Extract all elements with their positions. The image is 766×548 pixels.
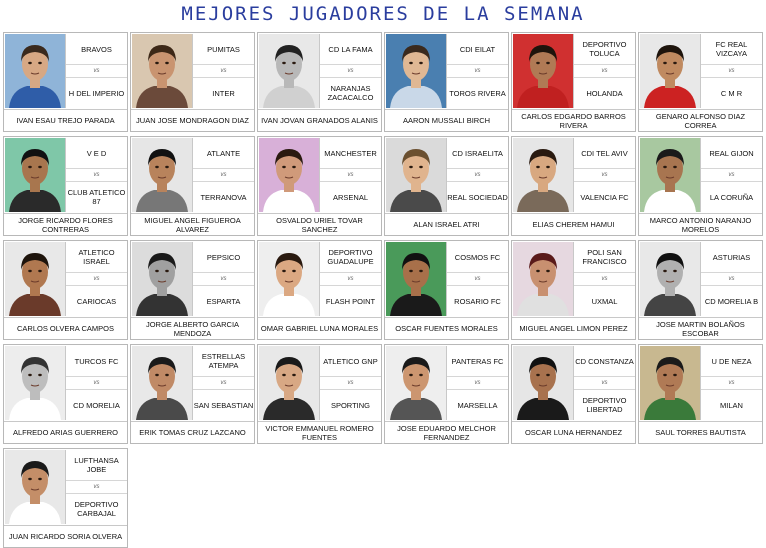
player-photo: [132, 138, 193, 212]
player-photo: [259, 138, 320, 212]
match-teams: [447, 346, 508, 420]
away-team: ESPARTA: [206, 296, 241, 306]
match-teams: [320, 346, 381, 420]
player-photo: [259, 34, 320, 108]
match-teams: [66, 242, 127, 316]
home-team: ATLETICO ISRAEL: [66, 242, 127, 273]
away-team: MILAN: [720, 400, 743, 410]
player-name: JOSE MARTIN BOLAÑOS ESCOBAR: [639, 317, 762, 339]
match-teams: [193, 242, 254, 316]
match-teams: [701, 138, 762, 212]
home-team: FC REAL VIZCAYA: [701, 34, 762, 65]
away-team: DEPORTIVO LIBERTAD: [582, 396, 627, 414]
player-card: [257, 344, 382, 444]
player-card: [257, 240, 382, 340]
match-teams: [701, 346, 762, 420]
player-photo: [386, 242, 447, 316]
player-card: [384, 136, 509, 236]
player-card: [3, 136, 128, 236]
player-photo: [5, 242, 66, 316]
home-team: REAL GIJON: [701, 138, 762, 169]
away-team: MARSELLA: [457, 400, 498, 410]
home-team: CDI TEL AVIV: [574, 138, 635, 169]
vs-label: vs: [66, 169, 127, 182]
away-team: HOLANDA: [586, 88, 623, 98]
away-team: CLUB ATLETICO 87: [67, 188, 126, 206]
away-team: CD MORELIA B: [704, 296, 759, 306]
home-team: DEPORTIVO GUADALUPE: [320, 242, 381, 273]
player-card: [511, 32, 636, 132]
player-photo: [513, 346, 574, 420]
home-team: DEPORTIVO TOLUCA: [574, 34, 635, 65]
away-team: SPORTING: [330, 400, 371, 410]
player-card: [3, 32, 128, 132]
player-photo: [640, 34, 701, 108]
vs-label: vs: [574, 273, 635, 286]
home-team: PUMITAS: [193, 34, 254, 65]
player-photo: [513, 242, 574, 316]
player-photo: [513, 34, 574, 108]
player-photo: [5, 450, 66, 524]
away-team: TOROS RIVERA: [449, 88, 506, 98]
player-card: [511, 344, 636, 444]
home-team: COSMOS FC: [447, 242, 508, 273]
player-card: [511, 136, 636, 236]
home-team: ASTURIAS: [701, 242, 762, 273]
away-team: LA CORUÑA: [709, 192, 754, 202]
player-name: JUAN JOSE MONDRAGON DIAZ: [131, 109, 254, 131]
player-card: [638, 136, 763, 236]
vs-label: vs: [447, 65, 508, 78]
away-team: VALENCIA FC: [580, 192, 629, 202]
player-name: JUAN RICARDO SORIA OLVERA: [4, 525, 127, 547]
vs-label: vs: [193, 377, 254, 390]
player-name: VICTOR EMMANUEL ROMERO FUENTES: [258, 421, 381, 443]
player-name: JOSE EDUARDO MELCHOR FERNANDEZ: [385, 421, 508, 443]
player-card: [130, 136, 255, 236]
player-photo: [5, 34, 66, 108]
player-name: MARCO ANTONIO NARANJO MORELOS: [639, 213, 762, 235]
player-name: JORGE RICARDO FLORES CONTRERAS: [4, 213, 127, 235]
home-team: ATLANTE: [193, 138, 254, 169]
player-name: ALFREDO ARIAS GUERRERO: [4, 421, 127, 443]
home-team: V E D: [66, 138, 127, 169]
vs-label: vs: [193, 65, 254, 78]
player-card: [638, 32, 763, 132]
vs-label: vs: [701, 377, 762, 390]
player-name: OSVALDO URIEL TOVAR SANCHEZ: [258, 213, 381, 235]
player-photo: [5, 346, 66, 420]
player-photo: [513, 138, 574, 212]
vs-label: vs: [701, 65, 762, 78]
away-team: SAN SEBASTIAN: [193, 400, 254, 410]
player-card: [130, 344, 255, 444]
player-photo: [132, 346, 193, 420]
match-teams: [320, 34, 381, 108]
away-team: FLASH POINT: [325, 296, 376, 306]
home-team: PANTERAS FC: [447, 346, 508, 377]
player-card: [384, 240, 509, 340]
player-card: [257, 136, 382, 236]
player-name: ALAN ISRAEL ATRI: [385, 213, 508, 235]
player-card: [3, 344, 128, 444]
match-teams: [447, 138, 508, 212]
match-teams: [574, 34, 635, 108]
player-card: [130, 240, 255, 340]
match-teams: [320, 242, 381, 316]
player-name: MIGUEL ANGEL FIGUEROA ALVAREZ: [131, 213, 254, 235]
home-team: MANCHESTER: [320, 138, 381, 169]
player-card: [384, 344, 509, 444]
player-card: [511, 240, 636, 340]
player-card: [638, 344, 763, 444]
match-teams: [447, 242, 508, 316]
vs-label: vs: [574, 377, 635, 390]
vs-label: vs: [193, 273, 254, 286]
match-teams: [66, 346, 127, 420]
match-teams: [574, 242, 635, 316]
match-teams: [66, 450, 127, 524]
match-teams: [574, 346, 635, 420]
vs-label: vs: [701, 273, 762, 286]
vs-label: vs: [320, 169, 381, 182]
player-name: ELIAS CHEREM HAMUI: [512, 213, 635, 235]
vs-label: vs: [320, 65, 381, 78]
player-name: CARLOS EDGARDO BARROS RIVERA: [512, 109, 635, 131]
vs-label: vs: [447, 377, 508, 390]
page-title: MEJORES JUGADORES DE LA SEMANA: [181, 3, 585, 25]
vs-label: vs: [447, 273, 508, 286]
vs-label: vs: [574, 169, 635, 182]
player-card: [3, 448, 128, 548]
vs-label: vs: [320, 273, 381, 286]
player-photo: [640, 138, 701, 212]
vs-label: vs: [66, 65, 127, 78]
match-teams: [701, 34, 762, 108]
away-team: H DEL IMPERIO: [68, 88, 125, 98]
match-teams: [701, 242, 762, 316]
player-photo: [386, 34, 447, 108]
away-team: ARSENAL: [332, 192, 368, 202]
player-photo: [5, 138, 66, 212]
away-team: NARANJAS ZACACALCO: [327, 84, 374, 102]
home-team: TURCOS FC: [66, 346, 127, 377]
player-name: OSCAR FUENTES MORALES: [385, 317, 508, 339]
match-teams: [193, 138, 254, 212]
player-name: GENARO ALFONSO DIAZ CORREA: [639, 109, 762, 131]
home-team: CDI EILAT: [447, 34, 508, 65]
away-team: TERRANOVA: [200, 192, 247, 202]
player-name: IVAN ESAU TREJO PARADA: [4, 109, 127, 131]
match-teams: [574, 138, 635, 212]
away-team: ROSARIO FC: [454, 296, 501, 306]
vs-label: vs: [320, 377, 381, 390]
player-card: [3, 240, 128, 340]
player-card: [130, 32, 255, 132]
player-card: [384, 32, 509, 132]
player-name: ERIK TOMAS CRUZ LAZCANO: [131, 421, 254, 443]
player-photo: [259, 346, 320, 420]
match-teams: [320, 138, 381, 212]
match-teams: [66, 138, 127, 212]
vs-label: vs: [193, 169, 254, 182]
away-team: UXMAL: [591, 296, 618, 306]
vs-label: vs: [574, 65, 635, 78]
player-name: JORGE ALBERTO GARCIA MENDOZA: [131, 317, 254, 339]
match-teams: [193, 34, 254, 108]
away-team: CARIOCAS: [76, 296, 117, 306]
match-teams: [193, 346, 254, 420]
home-team: PEPSICO: [193, 242, 254, 273]
player-photo: [132, 242, 193, 316]
player-name: AARON MUSSALI BIRCH: [385, 109, 508, 131]
player-photo: [640, 242, 701, 316]
player-photo: [640, 346, 701, 420]
player-photo: [386, 346, 447, 420]
away-team: INTER: [212, 88, 235, 98]
home-team: U DE NEZA: [701, 346, 762, 377]
away-team: DEPORTIVO CARBAJAL: [74, 500, 119, 518]
player-name: MIGUEL ANGEL LIMON PEREZ: [512, 317, 635, 339]
away-team: CD MORELIA: [73, 400, 120, 410]
match-teams: [66, 34, 127, 108]
home-team: ESTRELLAS ATEMPA: [193, 346, 254, 377]
home-team: CD CONSTANZA: [574, 346, 635, 377]
away-team: REAL SOCIEDAD: [447, 192, 508, 202]
player-name: OMAR GABRIEL LUNA MORALES: [258, 317, 381, 339]
player-card: [638, 240, 763, 340]
player-photo: [132, 34, 193, 108]
home-team: ATLETICO GNP: [320, 346, 381, 377]
home-team: BRAVOS: [66, 34, 127, 65]
player-card: [257, 32, 382, 132]
player-name: SAUL TORRES BAUTISTA: [639, 421, 762, 443]
player-name: OSCAR LUNA HERNANDEZ: [512, 421, 635, 443]
home-team: CD ISRAELITA: [447, 138, 508, 169]
away-team: C M R: [720, 88, 743, 98]
home-team: POLI SAN FRANCISCO: [574, 242, 635, 273]
home-team: CD LA FAMA: [320, 34, 381, 65]
match-teams: [447, 34, 508, 108]
player-photo: [386, 138, 447, 212]
vs-label: vs: [701, 169, 762, 182]
player-name: IVAN JOVAN GRANADOS ALANIS: [258, 109, 381, 131]
vs-label: vs: [66, 273, 127, 286]
player-name: CARLOS OLVERA CAMPOS: [4, 317, 127, 339]
player-photo: [259, 242, 320, 316]
vs-label: vs: [66, 481, 127, 494]
vs-label: vs: [447, 169, 508, 182]
vs-label: vs: [66, 377, 127, 390]
home-team: LUFTHANSA JOBE: [66, 450, 127, 481]
